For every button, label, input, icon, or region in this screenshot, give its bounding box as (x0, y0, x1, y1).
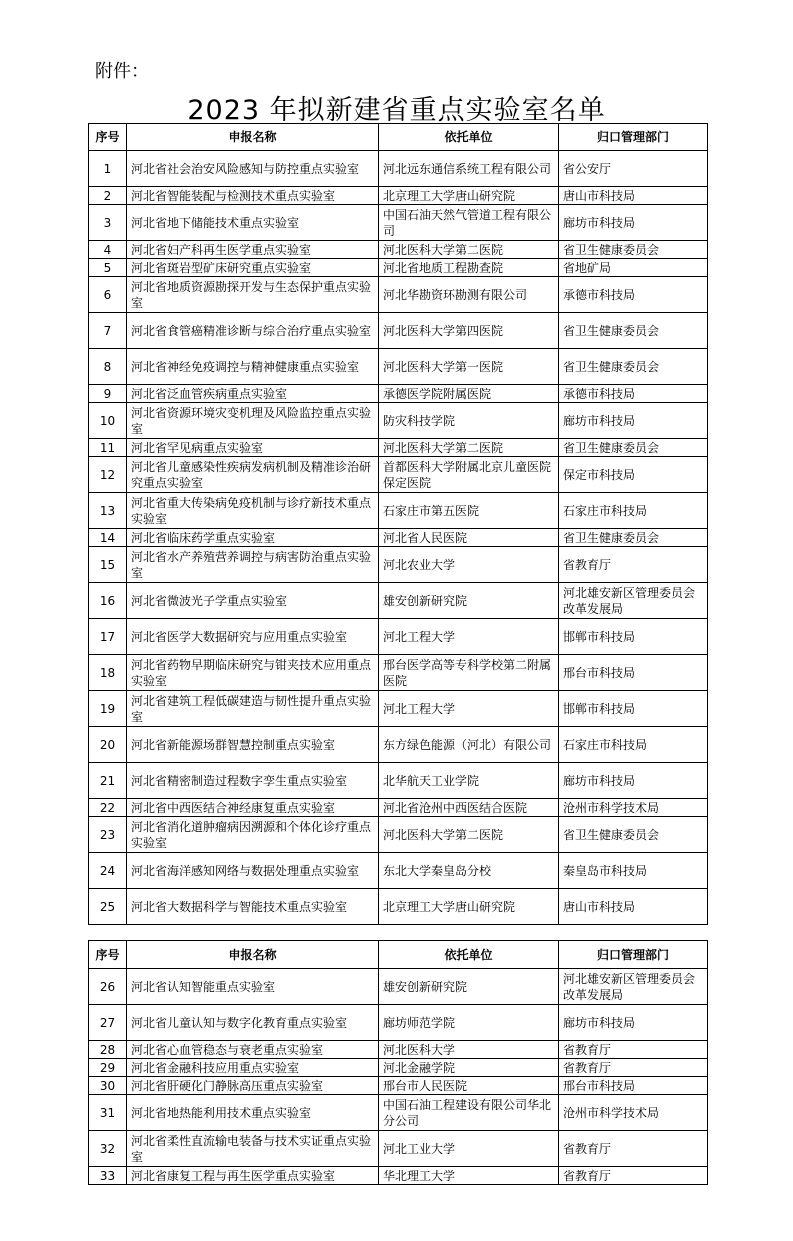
host-unit: 河北农业大学 (379, 547, 559, 583)
lab-name: 河北省医学大数据研究与应用重点实验室 (127, 619, 379, 655)
managing-dept: 石家庄市科技局 (559, 493, 708, 529)
lab-name: 河北省临床药学重点实验室 (127, 529, 379, 547)
lab-name: 河北省智能装配与检测技术重点实验室 (127, 187, 379, 205)
header-name: 申报名称 (127, 941, 379, 969)
table-row (89, 529, 708, 547)
managing-dept: 石家庄市科技局 (559, 727, 708, 763)
lab-name: 河北省泛血管疾病重点实验室 (127, 385, 379, 403)
row-number: 11 (89, 439, 127, 457)
attachment-label: 附件： (95, 61, 149, 82)
table-row (89, 493, 708, 529)
host-unit: 河北医科大学第二医院 (379, 241, 559, 259)
row-number: 9 (89, 385, 127, 403)
host-unit: 河北医科大学第二医院 (379, 817, 559, 853)
lab-name: 河北省斑岩型矿床研究重点实验室 (127, 259, 379, 277)
lab-name: 河北省微波光子学重点实验室 (127, 583, 379, 619)
header-dept: 归口管理部门 (559, 941, 708, 969)
row-number: 27 (89, 1005, 127, 1041)
row-number: 31 (89, 1095, 127, 1131)
host-unit: 北华航天工业学院 (379, 763, 559, 799)
managing-dept: 邢台市科技局 (559, 1077, 708, 1095)
row-number: 20 (89, 727, 127, 763)
managing-dept: 省卫生健康委员会 (559, 817, 708, 853)
lab-name: 河北省儿童认知与数字化教育重点实验室 (127, 1005, 379, 1041)
managing-dept: 河北雄安新区管理委员会改革发展局 (559, 583, 708, 619)
table-row (89, 691, 708, 727)
row-number: 10 (89, 403, 127, 439)
managing-dept: 省卫生健康委员会 (559, 241, 708, 259)
managing-dept: 省卫生健康委员会 (559, 349, 708, 385)
managing-dept: 邯郸市科技局 (559, 691, 708, 727)
host-unit: 河北工程大学 (379, 691, 559, 727)
lab-name: 河北省金融科技应用重点实验室 (127, 1059, 379, 1077)
header-no: 序号 (89, 124, 127, 151)
row-number: 29 (89, 1059, 127, 1077)
lab-name: 河北省建筑工程低碳建造与韧性提升重点实验室 (127, 691, 379, 727)
managing-dept: 省教育厅 (559, 547, 708, 583)
lab-name: 河北省地质资源勘探开发与生态保护重点实验室 (127, 277, 379, 313)
host-unit: 中国石油天然气管道工程有限公司 (379, 205, 559, 241)
row-number: 12 (89, 457, 127, 493)
host-unit: 河北远东通信系统工程有限公司 (379, 151, 559, 187)
lab-name: 河北省地下储能技术重点实验室 (127, 205, 379, 241)
host-unit: 防灾科技学院 (379, 403, 559, 439)
lab-name: 河北省社会治安风险感知与防控重点实验室 (127, 151, 379, 187)
host-unit: 河北华勘资环勘测有限公司 (379, 277, 559, 313)
table-row (89, 1041, 708, 1059)
table-row (89, 1077, 708, 1095)
table-row (89, 583, 708, 619)
managing-dept: 唐山市科技局 (559, 889, 708, 925)
lab-list-table-2 (88, 940, 708, 1185)
row-number: 17 (89, 619, 127, 655)
table-row (89, 1095, 708, 1131)
managing-dept: 邯郸市科技局 (559, 619, 708, 655)
managing-dept: 廊坊市科技局 (559, 1005, 708, 1041)
row-number: 14 (89, 529, 127, 547)
table-row (89, 853, 708, 889)
host-unit: 河北医科大学第二医院 (379, 439, 559, 457)
row-number: 13 (89, 493, 127, 529)
managing-dept: 省卫生健康委员会 (559, 529, 708, 547)
table-row (89, 457, 708, 493)
row-number: 30 (89, 1077, 127, 1095)
host-unit: 雄安创新研究院 (379, 969, 559, 1005)
row-number: 2 (89, 187, 127, 205)
table-row (89, 277, 708, 313)
host-unit: 邢台医学高等专科学校第二附属医院 (379, 655, 559, 691)
managing-dept: 唐山市科技局 (559, 187, 708, 205)
row-number: 15 (89, 547, 127, 583)
managing-dept: 省公安厅 (559, 151, 708, 187)
table-row (89, 241, 708, 259)
table-row (89, 817, 708, 853)
managing-dept: 省卫生健康委员会 (559, 439, 708, 457)
lab-name: 河北省心血管稳态与衰老重点实验室 (127, 1041, 379, 1059)
header-dept: 归口管理部门 (559, 124, 708, 151)
managing-dept: 省教育厅 (559, 1167, 708, 1185)
row-number: 8 (89, 349, 127, 385)
managing-dept: 廊坊市科技局 (559, 763, 708, 799)
host-unit: 东方绿色能源（河北）有限公司 (379, 727, 559, 763)
host-unit: 河北金融学院 (379, 1059, 559, 1077)
host-unit: 石家庄市第五医院 (379, 493, 559, 529)
table-row (89, 655, 708, 691)
row-number: 5 (89, 259, 127, 277)
lab-name: 河北省消化道肿瘤病因溯源和个体化诊疗重点实验室 (127, 817, 379, 853)
managing-dept: 邢台市科技局 (559, 655, 708, 691)
table-header-row (89, 124, 708, 151)
table-row (89, 889, 708, 925)
header-name: 申报名称 (127, 124, 379, 151)
managing-dept: 廊坊市科技局 (559, 205, 708, 241)
lab-name: 河北省食管癌精准诊断与综合治疗重点实验室 (127, 313, 379, 349)
row-number: 23 (89, 817, 127, 853)
lab-name: 河北省妇产科再生医学重点实验室 (127, 241, 379, 259)
host-unit: 东北大学秦皇岛分校 (379, 853, 559, 889)
table-row (89, 1059, 708, 1077)
lab-name: 河北省中西医结合神经康复重点实验室 (127, 799, 379, 817)
lab-name: 河北省神经免疫调控与精神健康重点实验室 (127, 349, 379, 385)
row-number: 33 (89, 1167, 127, 1185)
table-row (89, 1131, 708, 1167)
lab-name: 河北省大数据科学与智能技术重点实验室 (127, 889, 379, 925)
host-unit: 邢台市人民医院 (379, 1077, 559, 1095)
table-row (89, 349, 708, 385)
row-number: 1 (89, 151, 127, 187)
managing-dept: 承德市科技局 (559, 385, 708, 403)
managing-dept: 省地矿局 (559, 259, 708, 277)
managing-dept: 秦皇岛市科技局 (559, 853, 708, 889)
host-unit: 雄安创新研究院 (379, 583, 559, 619)
row-number: 28 (89, 1041, 127, 1059)
table-header-row (89, 941, 708, 969)
host-unit: 廊坊师范学院 (379, 1005, 559, 1041)
managing-dept: 沧州市科学技术局 (559, 1095, 708, 1131)
managing-dept: 廊坊市科技局 (559, 403, 708, 439)
table-row (89, 1005, 708, 1041)
host-unit: 河北工程大学 (379, 619, 559, 655)
row-number: 26 (89, 969, 127, 1005)
table-row (89, 799, 708, 817)
managing-dept: 省卫生健康委员会 (559, 313, 708, 349)
host-unit: 河北医科大学第四医院 (379, 313, 559, 349)
lab-name: 河北省地热能利用技术重点实验室 (127, 1095, 379, 1131)
host-unit: 河北省人民医院 (379, 529, 559, 547)
row-number: 16 (89, 583, 127, 619)
host-unit: 华北理工大学 (379, 1167, 559, 1185)
row-number: 7 (89, 313, 127, 349)
row-number: 4 (89, 241, 127, 259)
lab-name: 河北省认知智能重点实验室 (127, 969, 379, 1005)
host-unit: 河北省地质工程勘查院 (379, 259, 559, 277)
table-row (89, 1167, 708, 1185)
table-row (89, 727, 708, 763)
host-unit: 承德医学院附属医院 (379, 385, 559, 403)
table-row (89, 205, 708, 241)
host-unit: 北京理工大学唐山研究院 (379, 889, 559, 925)
row-number: 25 (89, 889, 127, 925)
host-unit: 北京理工大学唐山研究院 (379, 187, 559, 205)
managing-dept: 省教育厅 (559, 1131, 708, 1167)
row-number: 22 (89, 799, 127, 817)
page-title: 2023 年拟新建省重点实验室名单 (187, 95, 606, 126)
row-number: 6 (89, 277, 127, 313)
row-number: 19 (89, 691, 127, 727)
lab-name: 河北省新能源场群智慧控制重点实验室 (127, 727, 379, 763)
managing-dept: 河北雄安新区管理委员会改革发展局 (559, 969, 708, 1005)
host-unit: 河北工业大学 (379, 1131, 559, 1167)
host-unit: 河北医科大学第一医院 (379, 349, 559, 385)
managing-dept: 沧州市科学技术局 (559, 799, 708, 817)
lab-name: 河北省儿童感染性疾病发病机制及精准诊治研究重点实验室 (127, 457, 379, 493)
header-unit: 依托单位 (379, 124, 559, 151)
lab-name: 河北省柔性直流输电装备与技术实证重点实验室 (127, 1131, 379, 1167)
host-unit: 河北省沧州中西医结合医院 (379, 799, 559, 817)
header-no: 序号 (89, 941, 127, 969)
lab-name: 河北省海洋感知网络与数据处理重点实验室 (127, 853, 379, 889)
table-row (89, 313, 708, 349)
row-number: 3 (89, 205, 127, 241)
lab-list-table-1 (88, 123, 708, 925)
row-number: 18 (89, 655, 127, 691)
header-unit: 依托单位 (379, 941, 559, 969)
table-row (89, 259, 708, 277)
lab-name: 河北省肝硬化门静脉高压重点实验室 (127, 1077, 379, 1095)
table-row (89, 763, 708, 799)
table-row (89, 969, 708, 1005)
table-row (89, 187, 708, 205)
table-row (89, 619, 708, 655)
table-row (89, 547, 708, 583)
table-row (89, 151, 708, 187)
managing-dept: 省教育厅 (559, 1059, 708, 1077)
table-row (89, 403, 708, 439)
lab-name: 河北省水产养殖营养调控与病害防治重点实验室 (127, 547, 379, 583)
lab-name: 河北省罕见病重点实验室 (127, 439, 379, 457)
lab-name: 河北省药物早期临床研究与钳夹技术应用重点实验室 (127, 655, 379, 691)
host-unit: 中国石油工程建设有限公司华北分公司 (379, 1095, 559, 1131)
managing-dept: 承德市科技局 (559, 277, 708, 313)
lab-name: 河北省资源环境灾变机理及风险监控重点实验室 (127, 403, 379, 439)
row-number: 21 (89, 763, 127, 799)
managing-dept: 省教育厅 (559, 1041, 708, 1059)
table-row (89, 385, 708, 403)
table-row (89, 439, 708, 457)
managing-dept: 保定市科技局 (559, 457, 708, 493)
row-number: 32 (89, 1131, 127, 1167)
lab-name: 河北省康复工程与再生医学重点实验室 (127, 1167, 379, 1185)
lab-name: 河北省重大传染病免疫机制与诊疗新技术重点实验室 (127, 493, 379, 529)
lab-name: 河北省精密制造过程数字孪生重点实验室 (127, 763, 379, 799)
row-number: 24 (89, 853, 127, 889)
host-unit: 河北医科大学 (379, 1041, 559, 1059)
host-unit: 首都医科大学附属北京儿童医院保定医院 (379, 457, 559, 493)
